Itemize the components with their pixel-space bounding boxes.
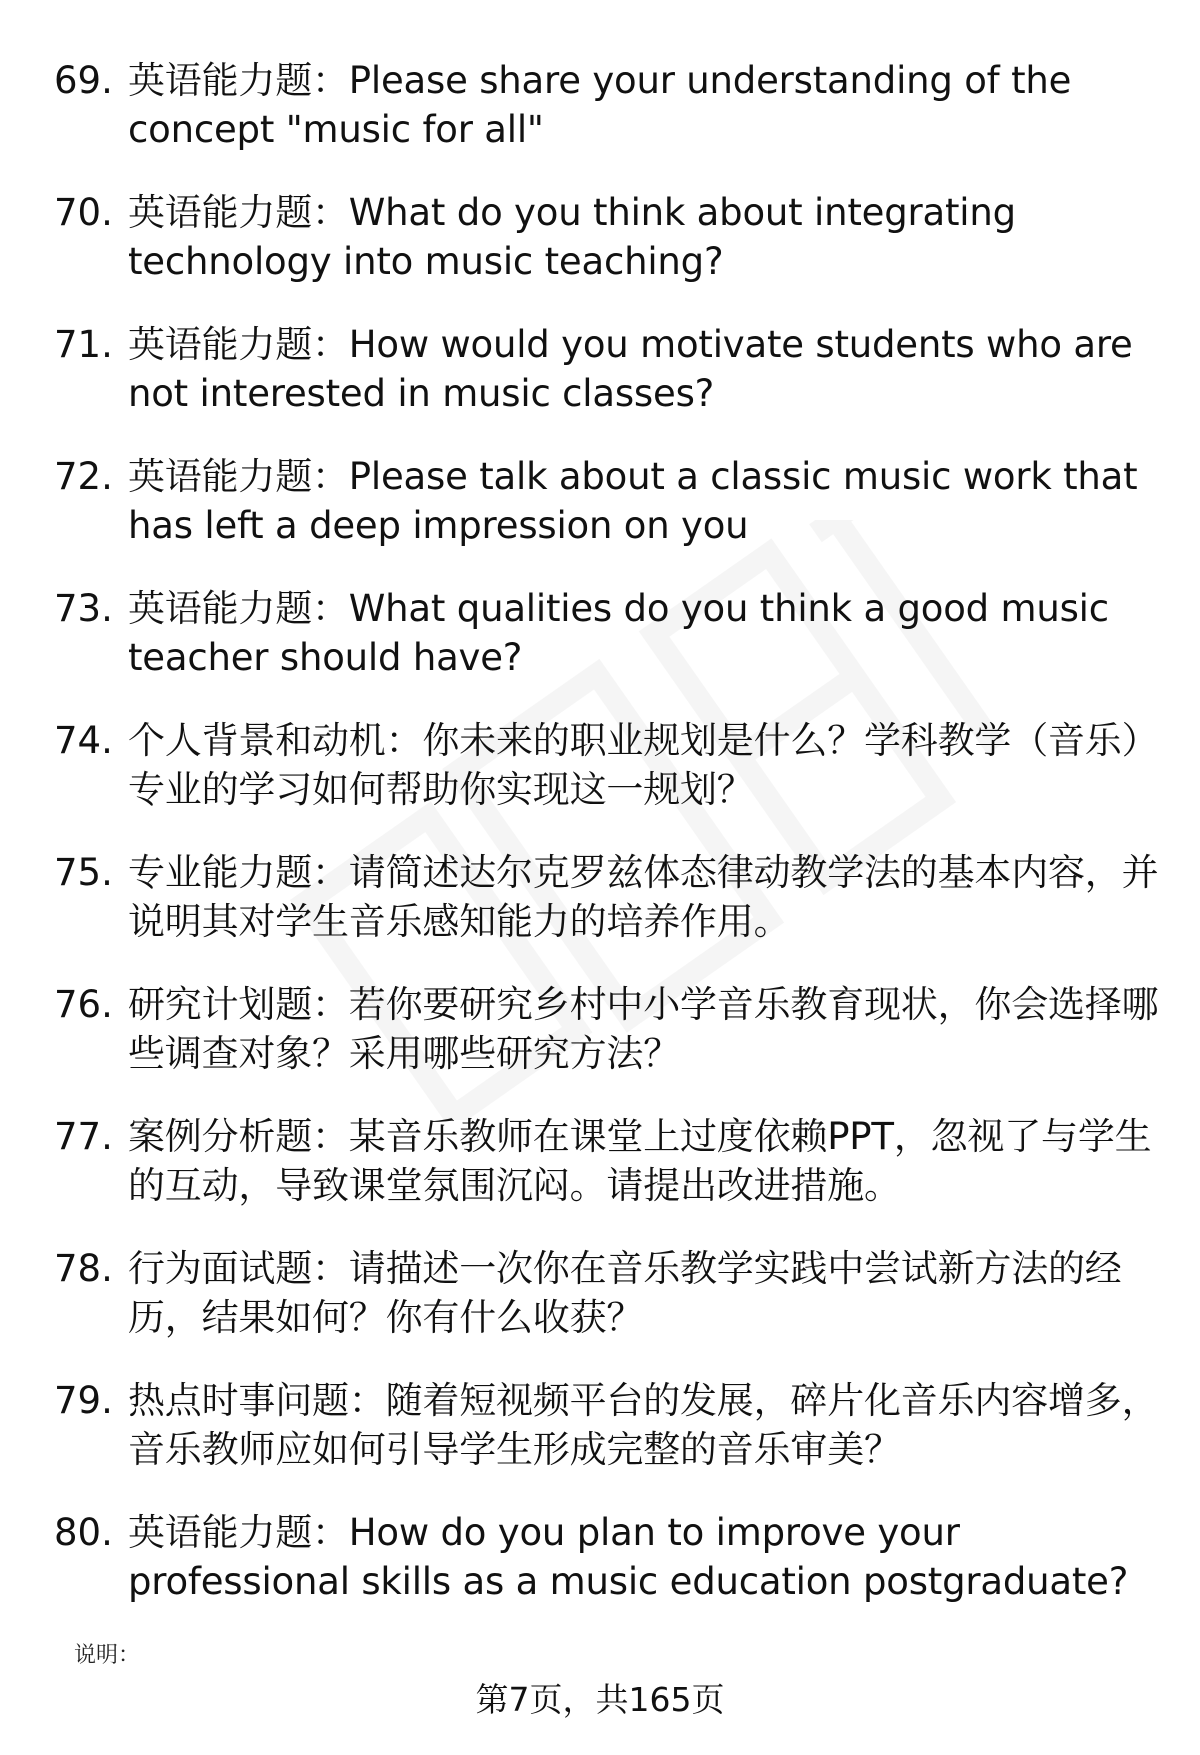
question-text: 英语能力题：Please share your understanding of the concept "music for all" [128, 59, 1072, 151]
question-item [0, 1112, 1200, 1244]
question-item [0, 452, 1200, 584]
question-item [0, 584, 1200, 716]
question-number: 75. [54, 851, 113, 894]
question-number: 80. [54, 1511, 113, 1554]
question-item [0, 716, 1200, 848]
question-number: 73. [54, 587, 113, 630]
question-item [0, 980, 1200, 1112]
question-text: 研究计划题：若你要研究乡村中小学音乐教育现状，你会选择哪些调查对象？采用哪些研究方法？ [128, 983, 1159, 1075]
question-number: 78. [54, 1247, 113, 1290]
question-number: 71. [54, 323, 113, 366]
question-text: 专业能力题：请简述达尔克罗兹体态律动教学法的基本内容，并说明其对学生音乐感知能力的培养作用。 [128, 851, 1159, 943]
question-item [0, 1244, 1200, 1376]
note-label: 说明： [74, 1643, 141, 1668]
question-text: 案例分析题：某音乐教师在课堂上过度依赖PPT，忽视了与学生的互动，导致课堂氛围沉闷。请提出改进措施。 [128, 1115, 1152, 1207]
question-text: 行为面试题：请描述一次你在音乐教学实践中尝试新方法的经历，结果如何？你有什么收获？ [128, 1247, 1122, 1339]
question-number: 79. [54, 1379, 113, 1422]
question-item [0, 188, 1200, 320]
question-text: 英语能力题：Please talk about a classic music work that has left a deep impression on you [128, 455, 1138, 547]
question-number: 70. [54, 191, 113, 234]
question-number: 76. [54, 983, 113, 1026]
question-item [0, 320, 1200, 452]
question-text: 英语能力题：What qualities do you think a good music teacher should have? [128, 587, 1109, 679]
question-list [0, 56, 1200, 1640]
question-item [0, 1376, 1200, 1508]
page-footer: 第7页，共165页 [475, 1680, 725, 1719]
question-text: 英语能力题：How would you motivate students who are not interested in music classes? [128, 323, 1133, 415]
question-text: 英语能力题：What do you think about integrating technology into music teaching? [128, 191, 1016, 283]
question-text: 英语能力题：How do you plan to improve your professional skills as a music education postgraduate? [128, 1511, 1129, 1603]
question-number: 74. [54, 719, 113, 762]
question-item [0, 56, 1200, 188]
question-text: 热点时事问题：随着短视频平台的发展，碎片化音乐内容增多，音乐教师应如何引导学生形成完整的音乐审美？ [128, 1379, 1159, 1471]
question-item [0, 1508, 1200, 1640]
question-number: 69. [54, 59, 113, 102]
question-item [0, 848, 1200, 980]
question-text: 个人背景和动机：你未来的职业规划是什么？学科教学（音乐）专业的学习如何帮助你实现这一规划？ [128, 719, 1159, 811]
question-number: 77. [54, 1115, 113, 1158]
question-number: 72. [54, 455, 113, 498]
